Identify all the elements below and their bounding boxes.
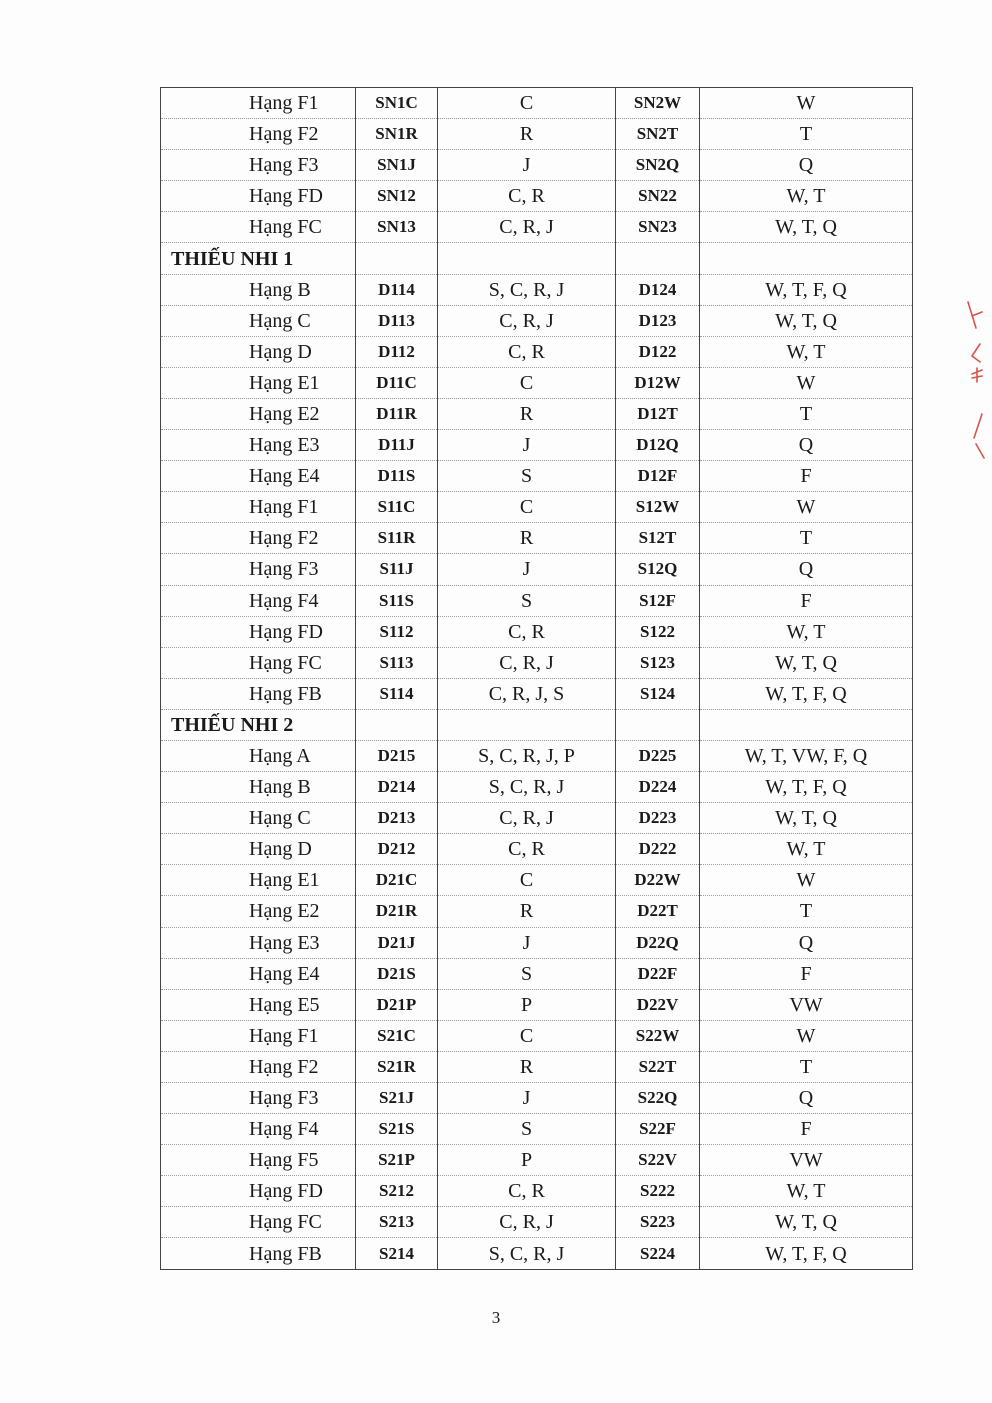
table-row xyxy=(161,740,913,771)
value-2: T xyxy=(700,523,913,554)
code-1: D21S xyxy=(356,958,438,989)
value-1: S, C, R, J, P xyxy=(438,740,616,771)
table-row xyxy=(161,461,913,492)
code-2: D22W xyxy=(616,865,700,896)
value-1: C, R, J xyxy=(438,212,616,243)
value-1: J xyxy=(438,927,616,958)
value-2: W, T, Q xyxy=(700,803,913,834)
empty-cell xyxy=(700,709,913,740)
code-2: S124 xyxy=(616,678,700,709)
value-2: W, T xyxy=(700,181,913,212)
value-1: C, R xyxy=(438,616,616,647)
page-number: 3 xyxy=(491,1308,501,1327)
code-2: D12F xyxy=(616,461,700,492)
value-2: F xyxy=(700,958,913,989)
value-1: C, R, J xyxy=(438,803,616,834)
value-1: S xyxy=(438,585,616,616)
code-2: S12Q xyxy=(616,554,700,585)
value-1: P xyxy=(438,1145,616,1176)
table-row xyxy=(161,585,913,616)
code-2: SN2Q xyxy=(616,150,700,181)
value-1: R xyxy=(438,1051,616,1082)
category-name: Hạng E5 xyxy=(161,989,356,1020)
code-1: D11C xyxy=(356,367,438,398)
table-row xyxy=(161,989,913,1020)
value-2: F xyxy=(700,585,913,616)
value-1: C, R, J xyxy=(438,647,616,678)
table-row xyxy=(161,367,913,398)
table-row xyxy=(161,616,913,647)
category-name: Hạng D xyxy=(161,834,356,865)
value-1: J xyxy=(438,1083,616,1114)
code-1: D113 xyxy=(356,305,438,336)
code-1: D214 xyxy=(356,772,438,803)
value-2: W xyxy=(700,492,913,523)
category-name: Hạng C xyxy=(161,305,356,336)
value-2: W, T xyxy=(700,834,913,865)
category-name: Hạng F2 xyxy=(161,1051,356,1082)
value-1: J xyxy=(438,150,616,181)
category-table xyxy=(160,87,913,1270)
handwritten-stroke xyxy=(972,344,980,362)
category-name: Hạng C xyxy=(161,803,356,834)
table-row xyxy=(161,1176,913,1207)
category-name: Hạng F3 xyxy=(161,554,356,585)
category-name: Hạng E4 xyxy=(161,958,356,989)
code-1: S21P xyxy=(356,1145,438,1176)
category-name: Hạng E2 xyxy=(161,398,356,429)
category-name: Hạng FB xyxy=(161,1238,356,1269)
value-2: T xyxy=(700,896,913,927)
empty-cell xyxy=(356,709,438,740)
value-2: W, T, Q xyxy=(700,647,913,678)
value-2: W, T, F, Q xyxy=(700,274,913,305)
value-2: Q xyxy=(700,927,913,958)
code-1: SN12 xyxy=(356,181,438,212)
category-name: Hạng E4 xyxy=(161,461,356,492)
table-row xyxy=(161,398,913,429)
value-2: W, T, F, Q xyxy=(700,678,913,709)
code-1: S21R xyxy=(356,1051,438,1082)
value-2: W, T, Q xyxy=(700,1207,913,1238)
code-2: S12F xyxy=(616,585,700,616)
code-2: SN2W xyxy=(616,88,700,119)
value-2: T xyxy=(700,1051,913,1082)
value-1: J xyxy=(438,430,616,461)
handwritten-stroke xyxy=(972,368,982,382)
category-name: Hạng F3 xyxy=(161,150,356,181)
value-1: C, R, J xyxy=(438,305,616,336)
value-2: W xyxy=(700,367,913,398)
category-name: Hạng D xyxy=(161,336,356,367)
value-1: S xyxy=(438,461,616,492)
code-2: S224 xyxy=(616,1238,700,1269)
code-1: D215 xyxy=(356,740,438,771)
category-name: Hạng E3 xyxy=(161,927,356,958)
code-2: D22F xyxy=(616,958,700,989)
empty-cell xyxy=(438,709,616,740)
code-1: D21J xyxy=(356,927,438,958)
table-row xyxy=(161,647,913,678)
code-2: D123 xyxy=(616,305,700,336)
category-name: Hạng A xyxy=(161,740,356,771)
table-row xyxy=(161,1020,913,1051)
table-row xyxy=(161,772,913,803)
value-2: W xyxy=(700,88,913,119)
table-row xyxy=(161,492,913,523)
code-2: SN23 xyxy=(616,212,700,243)
code-1: S21J xyxy=(356,1083,438,1114)
table-row xyxy=(161,212,913,243)
value-2: T xyxy=(700,119,913,150)
table-row xyxy=(161,865,913,896)
code-2: D222 xyxy=(616,834,700,865)
table-row xyxy=(161,523,913,554)
table-body xyxy=(161,88,913,1270)
code-2: D12Q xyxy=(616,430,700,461)
table-row xyxy=(161,181,913,212)
code-1: D112 xyxy=(356,336,438,367)
value-2: VW xyxy=(700,1145,913,1176)
table-row xyxy=(161,1051,913,1082)
code-1: D114 xyxy=(356,274,438,305)
value-2: Q xyxy=(700,150,913,181)
handwritten-stroke xyxy=(974,414,982,438)
code-1: S212 xyxy=(356,1176,438,1207)
table-row xyxy=(161,1114,913,1145)
value-2: F xyxy=(700,461,913,492)
table-row xyxy=(161,150,913,181)
code-1: D212 xyxy=(356,834,438,865)
value-2: F xyxy=(700,1114,913,1145)
handwritten-stroke xyxy=(972,312,982,316)
table-row xyxy=(161,336,913,367)
code-2: S22V xyxy=(616,1145,700,1176)
code-2: D22Q xyxy=(616,927,700,958)
code-1: D21P xyxy=(356,989,438,1020)
category-name: Hạng F3 xyxy=(161,1083,356,1114)
code-1: S214 xyxy=(356,1238,438,1269)
code-2: D224 xyxy=(616,772,700,803)
code-2: D225 xyxy=(616,740,700,771)
empty-cell xyxy=(616,709,700,740)
value-1: S xyxy=(438,1114,616,1145)
section-row xyxy=(161,709,913,740)
code-1: D11S xyxy=(356,461,438,492)
code-1: D213 xyxy=(356,803,438,834)
value-1: R xyxy=(438,398,616,429)
margin-handwriting xyxy=(962,298,990,468)
table-row xyxy=(161,958,913,989)
category-name: Hạng B xyxy=(161,772,356,803)
category-name: Hạng E1 xyxy=(161,865,356,896)
value-1: P xyxy=(438,989,616,1020)
value-2: W, T xyxy=(700,616,913,647)
empty-cell xyxy=(616,243,700,274)
value-2: W, T, Q xyxy=(700,305,913,336)
category-name: Hạng FC xyxy=(161,212,356,243)
category-name: Hạng FC xyxy=(161,647,356,678)
category-name: Hạng FB xyxy=(161,678,356,709)
value-2: W, T xyxy=(700,1176,913,1207)
code-1: SN1J xyxy=(356,150,438,181)
table-row xyxy=(161,678,913,709)
category-name: Hạng F2 xyxy=(161,523,356,554)
section-row xyxy=(161,243,913,274)
value-1: S, C, R, J xyxy=(438,1238,616,1269)
value-1: S, C, R, J xyxy=(438,274,616,305)
code-1: S11C xyxy=(356,492,438,523)
code-2: SN22 xyxy=(616,181,700,212)
code-2: S22W xyxy=(616,1020,700,1051)
table-row xyxy=(161,274,913,305)
code-1: SN1C xyxy=(356,88,438,119)
value-1: C, R xyxy=(438,834,616,865)
table-row xyxy=(161,896,913,927)
category-name: Hạng F1 xyxy=(161,88,356,119)
category-name: Hạng F4 xyxy=(161,1114,356,1145)
empty-cell xyxy=(356,243,438,274)
code-1: S11R xyxy=(356,523,438,554)
code-1: D11R xyxy=(356,398,438,429)
section-title: THIẾU NHI 2 xyxy=(161,709,356,740)
code-1: SN13 xyxy=(356,212,438,243)
category-name: Hạng F2 xyxy=(161,119,356,150)
value-2: W, T xyxy=(700,336,913,367)
value-1: C xyxy=(438,1020,616,1051)
code-2: S22Q xyxy=(616,1083,700,1114)
category-name: Hạng FD xyxy=(161,1176,356,1207)
value-1: C xyxy=(438,367,616,398)
code-2: D22T xyxy=(616,896,700,927)
table-row xyxy=(161,927,913,958)
value-1: R xyxy=(438,523,616,554)
code-1: S113 xyxy=(356,647,438,678)
category-name: Hạng E2 xyxy=(161,896,356,927)
table-row xyxy=(161,803,913,834)
handwritten-stroke xyxy=(976,444,984,458)
code-2: D122 xyxy=(616,336,700,367)
category-name: Hạng E1 xyxy=(161,367,356,398)
value-2: W xyxy=(700,1020,913,1051)
table-row xyxy=(161,1145,913,1176)
value-2: W, T, VW, F, Q xyxy=(700,740,913,771)
code-1: S21C xyxy=(356,1020,438,1051)
table-row xyxy=(161,430,913,461)
table-row xyxy=(161,554,913,585)
code-1: D21R xyxy=(356,896,438,927)
code-2: D22V xyxy=(616,989,700,1020)
category-name: Hạng F1 xyxy=(161,1020,356,1051)
category-name: Hạng FD xyxy=(161,181,356,212)
code-1: S114 xyxy=(356,678,438,709)
value-2: Q xyxy=(700,1083,913,1114)
section-title: THIẾU NHI 1 xyxy=(161,243,356,274)
code-1: S11J xyxy=(356,554,438,585)
code-2: S222 xyxy=(616,1176,700,1207)
table-row xyxy=(161,88,913,119)
code-2: S12T xyxy=(616,523,700,554)
code-2: D124 xyxy=(616,274,700,305)
table-row xyxy=(161,1238,913,1269)
code-1: S21S xyxy=(356,1114,438,1145)
category-name: Hạng F4 xyxy=(161,585,356,616)
code-1: D21C xyxy=(356,865,438,896)
value-1: C xyxy=(438,865,616,896)
code-2: S123 xyxy=(616,647,700,678)
category-name: Hạng B xyxy=(161,274,356,305)
value-1: R xyxy=(438,119,616,150)
empty-cell xyxy=(700,243,913,274)
table-row xyxy=(161,1083,913,1114)
value-2: T xyxy=(700,398,913,429)
value-1: C xyxy=(438,88,616,119)
code-2: D12W xyxy=(616,367,700,398)
code-2: S22T xyxy=(616,1051,700,1082)
code-1: S11S xyxy=(356,585,438,616)
value-1: R xyxy=(438,896,616,927)
code-2: S22F xyxy=(616,1114,700,1145)
value-2: W, T, F, Q xyxy=(700,1238,913,1269)
category-name: Hạng E3 xyxy=(161,430,356,461)
value-1: C, R xyxy=(438,1176,616,1207)
empty-cell xyxy=(438,243,616,274)
table-row xyxy=(161,119,913,150)
value-2: Q xyxy=(700,554,913,585)
value-1: S, C, R, J xyxy=(438,772,616,803)
code-1: S112 xyxy=(356,616,438,647)
code-1: S213 xyxy=(356,1207,438,1238)
value-1: C, R xyxy=(438,336,616,367)
value-2: W xyxy=(700,865,913,896)
value-2: W, T, Q xyxy=(700,212,913,243)
value-1: J xyxy=(438,554,616,585)
code-1: D11J xyxy=(356,430,438,461)
category-name: Hạng FD xyxy=(161,616,356,647)
category-name: Hạng FC xyxy=(161,1207,356,1238)
code-2: D223 xyxy=(616,803,700,834)
code-2: S223 xyxy=(616,1207,700,1238)
table-row xyxy=(161,1207,913,1238)
code-2: SN2T xyxy=(616,119,700,150)
category-name: Hạng F5 xyxy=(161,1145,356,1176)
value-2: W, T, F, Q xyxy=(700,772,913,803)
code-2: D12T xyxy=(616,398,700,429)
value-1: C, R, J, S xyxy=(438,678,616,709)
value-1: C xyxy=(438,492,616,523)
table-row xyxy=(161,834,913,865)
table-row xyxy=(161,305,913,336)
code-2: S122 xyxy=(616,616,700,647)
value-1: C, R, J xyxy=(438,1207,616,1238)
code-1: SN1R xyxy=(356,119,438,150)
value-2: VW xyxy=(700,989,913,1020)
value-1: C, R xyxy=(438,181,616,212)
value-1: S xyxy=(438,958,616,989)
value-2: Q xyxy=(700,430,913,461)
category-name: Hạng F1 xyxy=(161,492,356,523)
code-2: S12W xyxy=(616,492,700,523)
